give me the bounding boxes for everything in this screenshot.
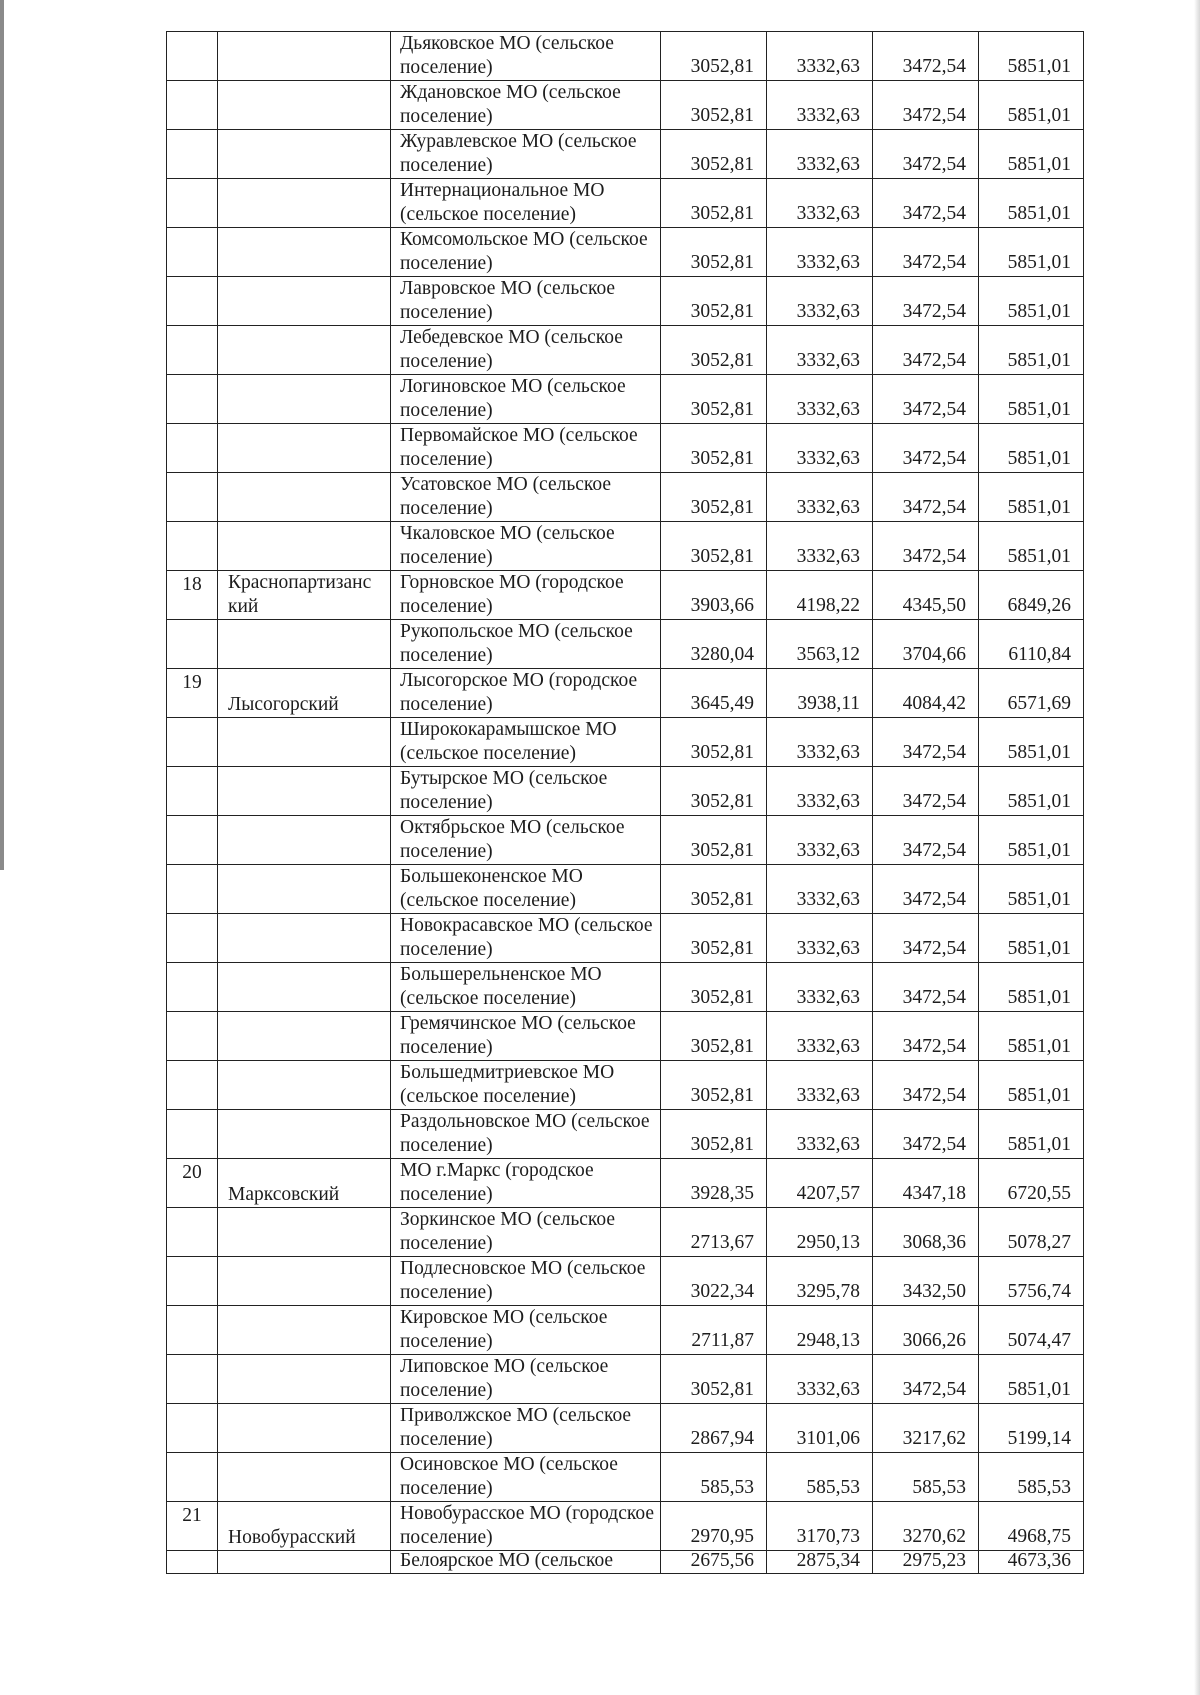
row-number — [167, 32, 218, 81]
municipality-name: Ждановское МО (сельское поселение) — [391, 81, 661, 130]
value-cell-2: 3332,63 — [767, 1012, 873, 1061]
value-cell-1: 2970,95 — [661, 1502, 767, 1551]
value-cell-4: 4968,75 — [979, 1502, 1084, 1551]
table-row — [167, 81, 1084, 130]
value-cell-4: 5851,01 — [979, 277, 1084, 326]
table-row — [167, 1453, 1084, 1502]
table-row — [167, 1110, 1084, 1159]
value-cell-3: 4345,50 — [873, 571, 979, 620]
municipality-name: Раздольновское МО (сельское поселение) — [391, 1110, 661, 1159]
value-cell-1: 3052,81 — [661, 81, 767, 130]
row-number — [167, 228, 218, 277]
value-cell-2: 3101,06 — [767, 1404, 873, 1453]
tariff-table — [166, 31, 1084, 1574]
row-number — [167, 718, 218, 767]
value-cell-1: 3052,81 — [661, 130, 767, 179]
value-cell-4: 5851,01 — [979, 767, 1084, 816]
row-number — [167, 1208, 218, 1257]
value-cell-2: 2875,34 — [767, 1551, 873, 1574]
value-cell-3: 3472,54 — [873, 375, 979, 424]
table-row — [167, 179, 1084, 228]
value-cell-2: 3563,12 — [767, 620, 873, 669]
value-cell-2: 3332,63 — [767, 130, 873, 179]
value-cell-1: 3052,81 — [661, 1355, 767, 1404]
row-number: 18 — [167, 571, 218, 620]
row-number — [167, 620, 218, 669]
municipality-name: Дьяковское МО (сельское поселение) — [391, 32, 661, 81]
municipality-name: МО г.Маркс (городское поселение) — [391, 1159, 661, 1208]
value-cell-4: 5074,47 — [979, 1306, 1084, 1355]
row-number: 19 — [167, 669, 218, 718]
value-cell-1: 3052,81 — [661, 865, 767, 914]
table-row — [167, 277, 1084, 326]
value-cell-4: 5851,01 — [979, 1061, 1084, 1110]
municipality-name: Гремячинское МО (сельское поселение) — [391, 1012, 661, 1061]
district-name — [218, 326, 391, 375]
municipality-name: Октябрьское МО (сельское поселение) — [391, 816, 661, 865]
municipality-name: Осиновское МО (сельское поселение) — [391, 1453, 661, 1502]
municipality-name: Усатовское МО (сельское поселение) — [391, 473, 661, 522]
row-number — [167, 130, 218, 179]
table-row — [167, 914, 1084, 963]
value-cell-4: 5199,14 — [979, 1404, 1084, 1453]
value-cell-4: 5851,01 — [979, 81, 1084, 130]
value-cell-3: 3704,66 — [873, 620, 979, 669]
value-cell-1: 3052,81 — [661, 424, 767, 473]
table-row — [167, 1061, 1084, 1110]
municipality-name: Горновское МО (городское поселение) — [391, 571, 661, 620]
value-cell-1: 3052,81 — [661, 914, 767, 963]
value-cell-2: 3332,63 — [767, 963, 873, 1012]
value-cell-1: 2711,87 — [661, 1306, 767, 1355]
district-name — [218, 620, 391, 669]
row-number — [167, 1012, 218, 1061]
value-cell-3: 2975,23 — [873, 1551, 979, 1574]
value-cell-1: 3903,66 — [661, 571, 767, 620]
value-cell-3: 4084,42 — [873, 669, 979, 718]
value-cell-1: 3052,81 — [661, 1110, 767, 1159]
value-cell-4: 5851,01 — [979, 865, 1084, 914]
table-row — [167, 669, 1084, 718]
district-name — [218, 81, 391, 130]
municipality-name: Большедмитриевское МО (сельское поселение) — [391, 1061, 661, 1110]
district-name — [218, 1453, 391, 1502]
table-row — [167, 326, 1084, 375]
value-cell-4: 6720,55 — [979, 1159, 1084, 1208]
municipality-name: Липовское МО (сельское поселение) — [391, 1355, 661, 1404]
value-cell-1: 585,53 — [661, 1453, 767, 1502]
value-cell-1: 3052,81 — [661, 228, 767, 277]
value-cell-1: 3052,81 — [661, 767, 767, 816]
district-name — [218, 473, 391, 522]
district-name — [218, 424, 391, 473]
table-row — [167, 767, 1084, 816]
municipality-name: Чкаловское МО (сельское поселение) — [391, 522, 661, 571]
row-number — [167, 473, 218, 522]
value-cell-4: 6571,69 — [979, 669, 1084, 718]
municipality-name: Логиновское МО (сельское поселение) — [391, 375, 661, 424]
value-cell-4: 5851,01 — [979, 130, 1084, 179]
district-name: Новобурасский — [218, 1502, 391, 1551]
value-cell-3: 3472,54 — [873, 32, 979, 81]
value-cell-3: 3472,54 — [873, 179, 979, 228]
value-cell-1: 3052,81 — [661, 963, 767, 1012]
value-cell-1: 3052,81 — [661, 326, 767, 375]
municipality-name: Приволжское МО (сельское поселение) — [391, 1404, 661, 1453]
value-cell-4: 6849,26 — [979, 571, 1084, 620]
value-cell-4: 4673,36 — [979, 1551, 1084, 1574]
table-row — [167, 1404, 1084, 1453]
municipality-name: Рукопольское МО (сельское поселение) — [391, 620, 661, 669]
value-cell-2: 2950,13 — [767, 1208, 873, 1257]
value-cell-3: 3472,54 — [873, 424, 979, 473]
value-cell-1: 3928,35 — [661, 1159, 767, 1208]
value-cell-2: 3332,63 — [767, 326, 873, 375]
district-name — [218, 1404, 391, 1453]
value-cell-2: 3332,63 — [767, 1061, 873, 1110]
district-name — [218, 1110, 391, 1159]
district-name — [218, 1061, 391, 1110]
value-cell-2: 3332,63 — [767, 179, 873, 228]
value-cell-3: 3472,54 — [873, 1012, 979, 1061]
district-name — [218, 277, 391, 326]
value-cell-2: 3332,63 — [767, 767, 873, 816]
row-number: 20 — [167, 1159, 218, 1208]
value-cell-4: 5851,01 — [979, 914, 1084, 963]
row-number — [167, 1257, 218, 1306]
row-number — [167, 767, 218, 816]
row-number — [167, 1061, 218, 1110]
value-cell-3: 3472,54 — [873, 1355, 979, 1404]
value-cell-3: 3270,62 — [873, 1502, 979, 1551]
table-row — [167, 816, 1084, 865]
value-cell-2: 3332,63 — [767, 1110, 873, 1159]
row-number — [167, 865, 218, 914]
district-name — [218, 718, 391, 767]
municipality-name: Подлесновское МО (сельское поселение) — [391, 1257, 661, 1306]
value-cell-4: 5756,74 — [979, 1257, 1084, 1306]
value-cell-2: 3170,73 — [767, 1502, 873, 1551]
value-cell-2: 3332,63 — [767, 816, 873, 865]
row-number — [167, 1551, 218, 1574]
row-number — [167, 1110, 218, 1159]
municipality-name: Первомайское МО (сельское поселение) — [391, 424, 661, 473]
value-cell-2: 3332,63 — [767, 424, 873, 473]
table-row — [167, 718, 1084, 767]
row-number — [167, 1306, 218, 1355]
row-number — [167, 1404, 218, 1453]
value-cell-2: 4207,57 — [767, 1159, 873, 1208]
municipality-name: Комсомольское МО (сельское поселение) — [391, 228, 661, 277]
value-cell-3: 3432,50 — [873, 1257, 979, 1306]
value-cell-2: 3938,11 — [767, 669, 873, 718]
scan-edge-right — [1194, 0, 1200, 1695]
table-row — [167, 228, 1084, 277]
table-row — [167, 473, 1084, 522]
municipality-name: Кировское МО (сельское поселение) — [391, 1306, 661, 1355]
value-cell-1: 3052,81 — [661, 277, 767, 326]
value-cell-1: 3645,49 — [661, 669, 767, 718]
district-name: Краснопартизанс кий — [218, 571, 391, 620]
value-cell-4: 5851,01 — [979, 375, 1084, 424]
value-cell-1: 2675,56 — [661, 1551, 767, 1574]
district-name — [218, 228, 391, 277]
value-cell-1: 2867,94 — [661, 1404, 767, 1453]
row-number — [167, 81, 218, 130]
value-cell-1: 3052,81 — [661, 1012, 767, 1061]
table-body — [167, 32, 1084, 1574]
value-cell-3: 3472,54 — [873, 767, 979, 816]
municipality-name: Зоркинское МО (сельское поселение) — [391, 1208, 661, 1257]
value-cell-3: 3472,54 — [873, 718, 979, 767]
value-cell-4: 5851,01 — [979, 963, 1084, 1012]
table-row — [167, 1306, 1084, 1355]
value-cell-1: 3280,04 — [661, 620, 767, 669]
value-cell-1: 3052,81 — [661, 32, 767, 81]
value-cell-3: 3472,54 — [873, 473, 979, 522]
value-cell-3: 3472,54 — [873, 81, 979, 130]
district-name — [218, 32, 391, 81]
table-row — [167, 1551, 1084, 1574]
value-cell-2: 3332,63 — [767, 277, 873, 326]
district-name — [218, 963, 391, 1012]
value-cell-3: 3472,54 — [873, 130, 979, 179]
district-name — [218, 1257, 391, 1306]
value-cell-4: 5851,01 — [979, 473, 1084, 522]
municipality-name: Лавровское МО (сельское поселение) — [391, 277, 661, 326]
row-number: 21 — [167, 1502, 218, 1551]
table-row — [167, 1159, 1084, 1208]
table-row — [167, 1502, 1084, 1551]
district-name — [218, 914, 391, 963]
value-cell-2: 3332,63 — [767, 718, 873, 767]
value-cell-2: 3332,63 — [767, 81, 873, 130]
value-cell-3: 3472,54 — [873, 914, 979, 963]
table-row — [167, 865, 1084, 914]
value-cell-2: 3332,63 — [767, 865, 873, 914]
district-name — [218, 816, 391, 865]
value-cell-1: 2713,67 — [661, 1208, 767, 1257]
municipality-name: Новобурасское МО (городское поселение) — [391, 1502, 661, 1551]
table-row — [167, 424, 1084, 473]
value-cell-3: 3472,54 — [873, 816, 979, 865]
row-number — [167, 1355, 218, 1404]
municipality-name: Лысогорское МО (городское поселение) — [391, 669, 661, 718]
value-cell-1: 3052,81 — [661, 473, 767, 522]
table-row — [167, 522, 1084, 571]
value-cell-3: 3472,54 — [873, 1061, 979, 1110]
value-cell-2: 3332,63 — [767, 375, 873, 424]
municipality-name: Ширококарамышское МО (сельское поселение) — [391, 718, 661, 767]
value-cell-3: 3068,36 — [873, 1208, 979, 1257]
district-name — [218, 1551, 391, 1574]
district-name: Марксовский — [218, 1159, 391, 1208]
table-row — [167, 1012, 1084, 1061]
value-cell-4: 5851,01 — [979, 718, 1084, 767]
district-name — [218, 522, 391, 571]
value-cell-4: 5851,01 — [979, 424, 1084, 473]
value-cell-3: 3472,54 — [873, 963, 979, 1012]
municipality-name: Лебедевское МО (сельское поселение) — [391, 326, 661, 375]
table-row — [167, 1257, 1084, 1306]
table-row — [167, 375, 1084, 424]
district-name — [218, 1355, 391, 1404]
value-cell-2: 3332,63 — [767, 1355, 873, 1404]
value-cell-1: 3052,81 — [661, 522, 767, 571]
value-cell-4: 5851,01 — [979, 179, 1084, 228]
district-name — [218, 375, 391, 424]
scan-edge-left — [0, 0, 4, 870]
value-cell-3: 3472,54 — [873, 865, 979, 914]
municipality-name: Новокрасавское МО (сельское поселение) — [391, 914, 661, 963]
value-cell-4: 6110,84 — [979, 620, 1084, 669]
municipality-name: Бутырское МО (сельское поселение) — [391, 767, 661, 816]
value-cell-2: 3295,78 — [767, 1257, 873, 1306]
value-cell-2: 3332,63 — [767, 32, 873, 81]
row-number — [167, 1453, 218, 1502]
district-name — [218, 130, 391, 179]
table-row — [167, 130, 1084, 179]
table-row — [167, 32, 1084, 81]
value-cell-2: 585,53 — [767, 1453, 873, 1502]
value-cell-2: 4198,22 — [767, 571, 873, 620]
district-name — [218, 179, 391, 228]
value-cell-4: 5851,01 — [979, 1110, 1084, 1159]
value-cell-4: 5851,01 — [979, 1012, 1084, 1061]
row-number — [167, 816, 218, 865]
value-cell-1: 3052,81 — [661, 816, 767, 865]
value-cell-2: 2948,13 — [767, 1306, 873, 1355]
table-row — [167, 620, 1084, 669]
value-cell-3: 585,53 — [873, 1453, 979, 1502]
district-name — [218, 865, 391, 914]
row-number — [167, 522, 218, 571]
value-cell-4: 5851,01 — [979, 816, 1084, 865]
value-cell-3: 3472,54 — [873, 326, 979, 375]
value-cell-4: 5851,01 — [979, 522, 1084, 571]
value-cell-4: 5851,01 — [979, 228, 1084, 277]
table-row — [167, 1208, 1084, 1257]
municipality-name: Интернациональное МО (сельское поселение) — [391, 179, 661, 228]
value-cell-1: 3022,34 — [661, 1257, 767, 1306]
municipality-name: Белоярское МО (сельское — [391, 1551, 661, 1574]
value-cell-1: 3052,81 — [661, 718, 767, 767]
value-cell-1: 3052,81 — [661, 1061, 767, 1110]
row-number — [167, 277, 218, 326]
district-name — [218, 1012, 391, 1061]
value-cell-4: 5078,27 — [979, 1208, 1084, 1257]
row-number — [167, 914, 218, 963]
district-name — [218, 767, 391, 816]
table-row — [167, 963, 1084, 1012]
value-cell-3: 3472,54 — [873, 522, 979, 571]
value-cell-4: 5851,01 — [979, 1355, 1084, 1404]
row-number — [167, 179, 218, 228]
value-cell-1: 3052,81 — [661, 375, 767, 424]
value-cell-3: 3472,54 — [873, 277, 979, 326]
municipality-name: Журавлевское МО (сельское поселение) — [391, 130, 661, 179]
value-cell-2: 3332,63 — [767, 473, 873, 522]
district-name — [218, 1306, 391, 1355]
district-name — [218, 1208, 391, 1257]
municipality-name: Большерельненское МО (сельское поселение) — [391, 963, 661, 1012]
row-number — [167, 326, 218, 375]
table-row — [167, 571, 1084, 620]
value-cell-3: 3217,62 — [873, 1404, 979, 1453]
value-cell-3: 4347,18 — [873, 1159, 979, 1208]
value-cell-4: 5851,01 — [979, 32, 1084, 81]
value-cell-3: 3472,54 — [873, 1110, 979, 1159]
value-cell-4: 585,53 — [979, 1453, 1084, 1502]
municipality-name: Большеконенское МО (сельское поселение) — [391, 865, 661, 914]
value-cell-3: 3472,54 — [873, 228, 979, 277]
value-cell-2: 3332,63 — [767, 914, 873, 963]
value-cell-2: 3332,63 — [767, 522, 873, 571]
row-number — [167, 963, 218, 1012]
value-cell-4: 5851,01 — [979, 326, 1084, 375]
row-number — [167, 375, 218, 424]
value-cell-3: 3066,26 — [873, 1306, 979, 1355]
value-cell-2: 3332,63 — [767, 228, 873, 277]
table-row — [167, 1355, 1084, 1404]
value-cell-1: 3052,81 — [661, 179, 767, 228]
district-name: Лысогорский — [218, 669, 391, 718]
row-number — [167, 424, 218, 473]
